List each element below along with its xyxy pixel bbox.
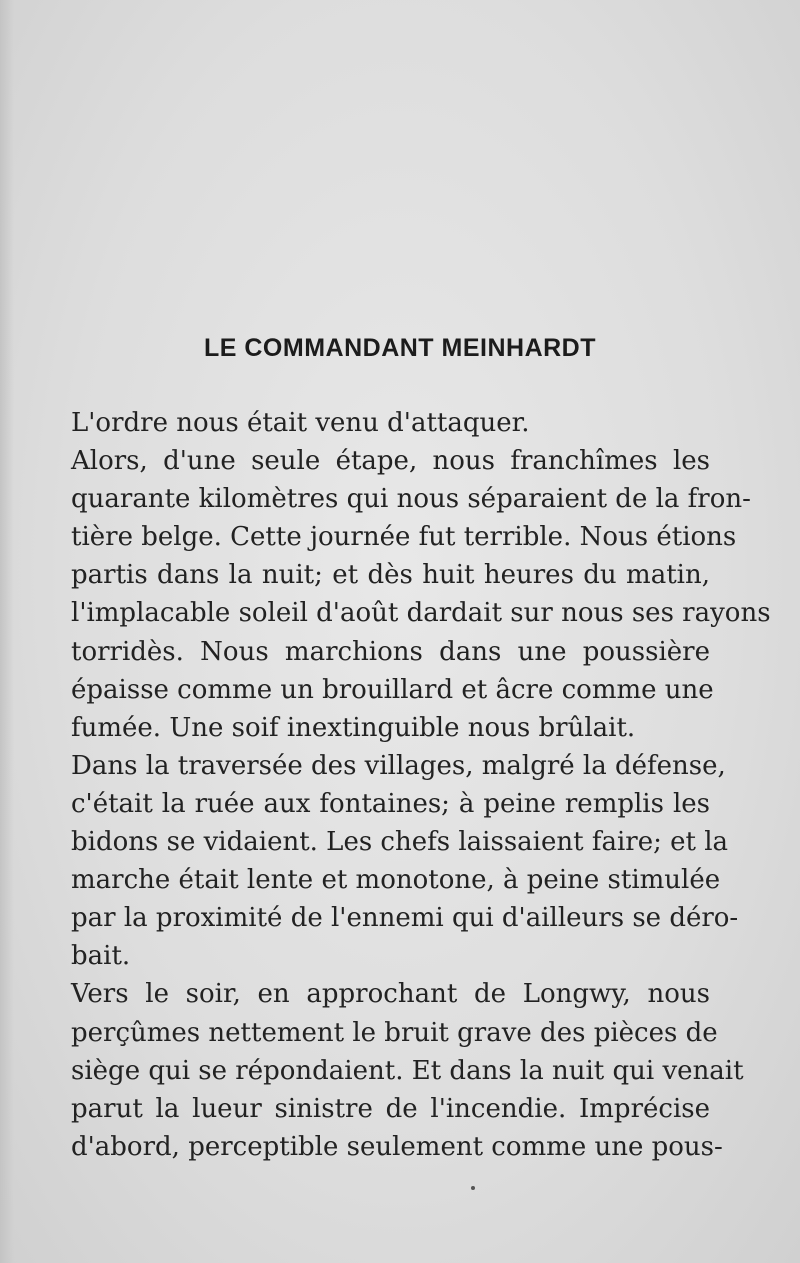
text-line: d'abord, perceptible seulement comme une pous- [71,1131,723,1162]
text-line: Alors, d'une seule étape, nous franchîmes les [71,446,710,477]
paragraph [44,975,744,1165]
body-text [44,404,771,1166]
paragraph [44,404,710,442]
text-line: torridès. Nous marchions dans une poussière [71,636,710,667]
chapter-title: LE COMMANDANT MEINHARDT [203,334,597,362]
paragraph [44,442,771,747]
paragraph [44,747,739,976]
text-line: bidons se vidaient. Les chefs laissaient faire; et la [71,827,729,858]
text-line: siège qui se répondaient. Et dans la nuit qui venait [71,1055,744,1086]
text-line: bait. [71,941,131,972]
text-line: épaisse comme un brouillard et âcre comme une [71,674,714,705]
ink-speck [471,1186,475,1190]
text-line: quarante kilomètres qui nous séparaient de la fron- [71,484,751,515]
text-line: par la proximité de l'ennemi qui d'ailleurs se déro- [71,903,739,934]
text-line: partis dans la nuit; et dès huit heures du matin, [71,560,710,591]
text-line: perçûmes nettement le bruit grave des pièces de [71,1017,718,1048]
text-line: Dans la traversée des villages, malgré la défense, [71,750,726,781]
text-line: L'ordre nous était venu d'attaquer. [71,408,530,438]
text-line: Vers le soir, en approchant de Longwy, nous [71,979,710,1010]
text-line: l'implacable soleil d'août dardait sur nous ses rayons [71,598,771,629]
text-line: marche était lente et monotone, à peine stimulée [71,865,721,896]
text-line: parut la lueur sinistre de l'incendie. Imprécise [71,1093,710,1124]
page-edge-shadow [0,0,14,1263]
text-line: fumée. Une soif inextinguible nous brûlait. [71,712,636,743]
text-line: tière belge. Cette journée fut terrible. Nous étions [71,522,737,553]
text-line: c'était la ruée aux fontaines; à peine remplis les [71,788,710,819]
